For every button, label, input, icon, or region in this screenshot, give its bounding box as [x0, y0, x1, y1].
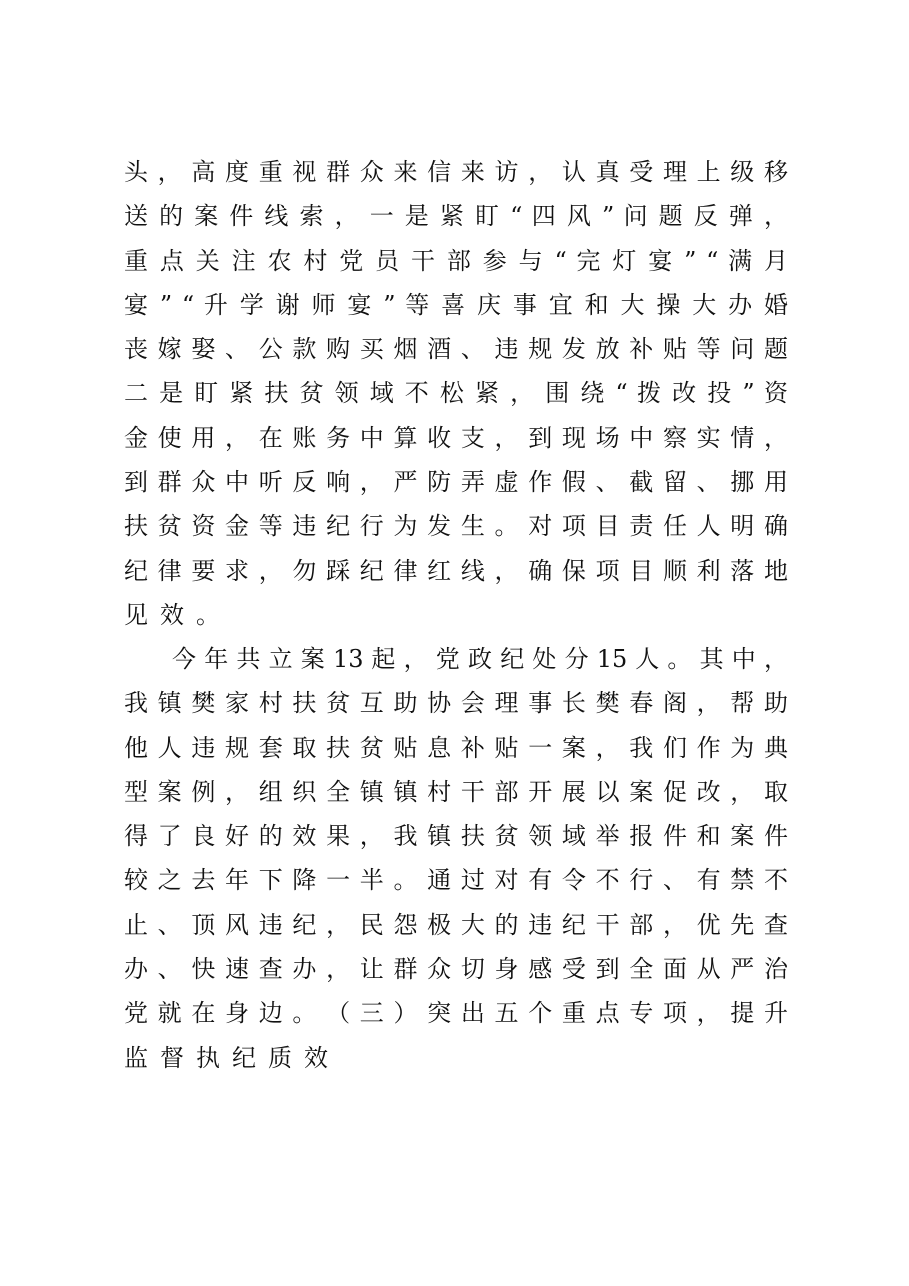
text-line: 止 、 顶 风 违 纪 ， 民 怨 极 大 的 违 纪 干 部 ， 优 先 查	[124, 910, 788, 939]
text-line: 型 案 例 ， 组 织 全 镇 镇 村 干 部 开 展 以 案 促 改 ， 取	[124, 777, 788, 806]
text-line: 得 了 良 好 的 效 果 ， 我 镇 扶 贫 领 域 举 报 件 和 案 件	[124, 822, 788, 851]
text-line: 党 就 在 身 边 。 （ 三 ） 突 出 五 个 重 点 专 项 ， 提 升	[124, 999, 788, 1028]
text-line: 办 、 快 速 查 办 ， 让 群 众 切 身 感 受 到 全 面 从 严 治	[124, 955, 788, 984]
text-line: 今 年 共 立 案 13 起 ， 党 政 纪 处 分 15 人 。 其 中 ，	[172, 645, 788, 673]
text-line: 二 是 盯 紧 扶 贫 领 域 不 松 紧 ， 围 绕 “ 拨 改 投 ” 资	[124, 379, 788, 408]
text-line: 到 群 众 中 听 反 响 ， 严 防 弄 虚 作 假 、 截 留 、 挪 用	[124, 468, 788, 497]
paragraph-2	[124, 637, 788, 1080]
text-line: 金 使 用 ， 在 账 务 中 算 收 支 ， 到 现 场 中 察 实 情 ，	[124, 423, 788, 452]
paragraph-1	[124, 150, 788, 637]
text-line: 见效。	[124, 600, 232, 629]
text-line: 监督执纪质效	[124, 1043, 340, 1072]
text-line: 他 人 违 规 套 取 扶 贫 贴 息 补 贴 一 案 ， 我 们 作 为 典	[124, 733, 788, 762]
text-line: 纪 律 要 求 ， 勿 踩 纪 律 红 线 ， 确 保 项 目 顺 利 落 地	[124, 556, 788, 585]
text-line: 重 点 关 注 农 村 党 员 干 部 参 与 “ 完 灯 宴 ” “ 满 月	[124, 246, 788, 275]
text-line: 较 之 去 年 下 降 一 半 。 通 过 对 有 令 不 行 、 有 禁 不	[124, 866, 788, 895]
text-line: 丧 嫁 娶 、 公 款 购 买 烟 酒 、 违 规 发 放 补 贴 等 问 题	[124, 335, 788, 364]
text-line: 我 镇 樊 家 村 扶 贫 互 助 协 会 理 事 长 樊 春 阁 ， 帮 助	[124, 689, 788, 718]
text-line: 扶 贫 资 金 等 违 纪 行 为 发 生 。 对 项 目 责 任 人 明 确	[124, 512, 788, 541]
text-line: 宴 ” “ 升 学 谢 师 宴 ” 等 喜 庆 事 宜 和 大 操 大 办 婚	[124, 290, 788, 319]
text-line: 送 的 案 件 线 索 ， 一 是 紧 盯 “ 四 风 ” 问 题 反 弹 ，	[124, 202, 788, 231]
text-line: 头 ， 高 度 重 视 群 众 来 信 来 访 ， 认 真 受 理 上 级 移	[124, 158, 788, 186]
